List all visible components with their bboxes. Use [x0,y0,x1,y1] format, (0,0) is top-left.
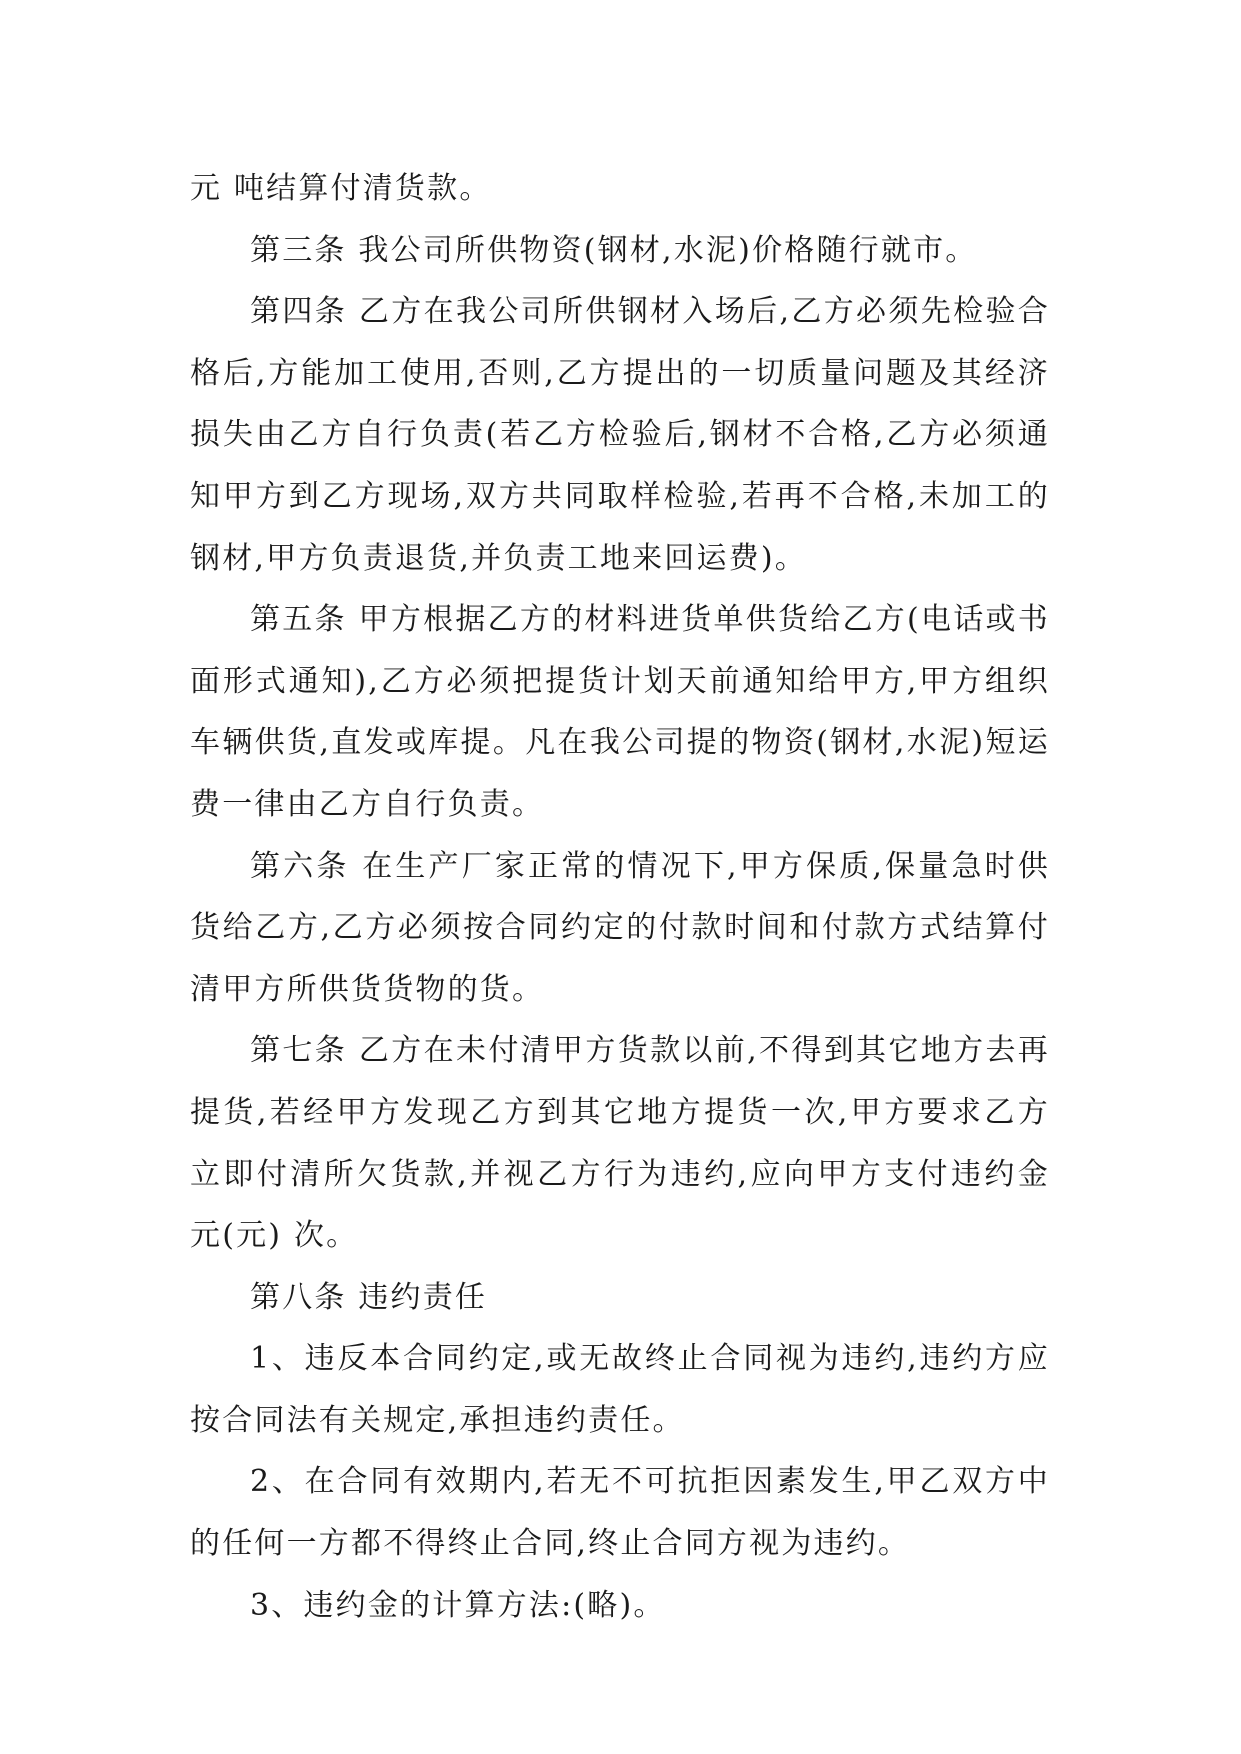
paragraph-article-8-item-3: 3、违约金的计算方法:(略)。 [250,1587,666,1623]
paragraph-article-7: 第七条 乙方在未付清甲方货款以前,不得到其它地方去再提货,若经甲方发现乙方到其它地方提货一次,甲方要求乙方立即付清所欠货款,并视乙方行为违约,应向甲方支付违约金元(元) 次。 [190,1033,1050,1254]
paragraph-payment-continuation: 元 吨结算付清货款。 [190,171,492,206]
paragraph-article-4: 第四条 乙方在我公司所供钢材入场后,乙方必须先检验合格后,方能加工使用,否则,乙方提出的一切质量问题及其经济损失由乙方自行负责(若乙方检验后,钢材不合格,乙方必须通知甲方到乙方现场,双方共同取样检验,若再不合格,未加工的钢材,甲方负责退货,并负责工地来回运费)。 [190,294,1050,576]
paragraph-article-5: 第五条 甲方根据乙方的材料进货单供货给乙方(电话或书面形式通知),乙方必须把提货计划天前通知给甲方,甲方组织车辆供货,直发或库提。凡在我公司提的物资(钢材,水泥)短运费一律由乙方自行负责。 [190,602,1050,822]
document-body [190,158,1050,1636]
paragraph-article-8-item-2: 2、在合同有效期内,若无不可抗拒因素发生,甲乙双方中的任何一方都不得终止合同,终止合同方视为违约。 [190,1464,1050,1562]
paragraph-article-3: 第三条 我公司所供物资(钢材,水泥)价格随行就市。 [250,232,978,268]
paragraph-article-6: 第六条 在生产厂家正常的情况下,甲方保质,保量急时供货给乙方,乙方必须按合同约定的付款时间和付款方式结算付清甲方所供货货物的货。 [190,848,1050,1007]
paragraph-article-8-heading: 第八条 违约责任 [250,1279,488,1315]
paragraph-article-8-item-1: 1、违反本合同约定,或无故终止合同视为违约,违约方应按合同法有关规定,承担违约责任。 [190,1341,1050,1438]
